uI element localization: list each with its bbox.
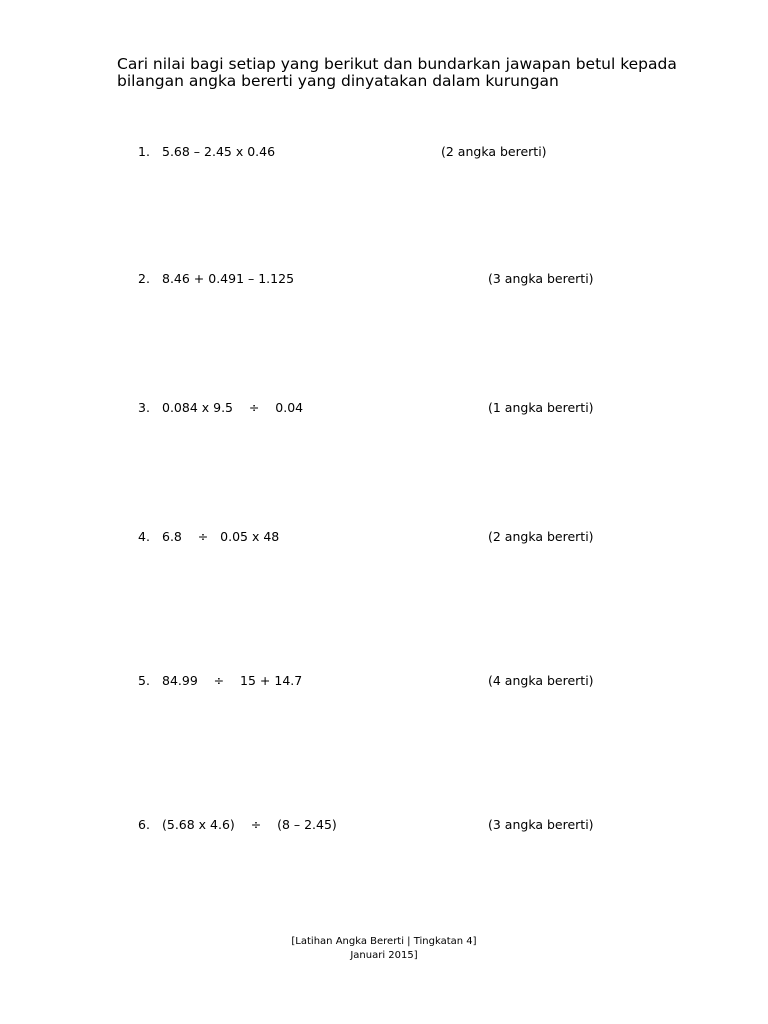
question-expression: 84.99 ÷ 15 + 14.7 [162,673,303,688]
question-3 [0,398,768,418]
question-1 [0,142,768,162]
footer-line-2: Januari 2015] [350,950,418,961]
question-expression: 0.084 x 9.5 ÷ 0.04 [162,400,304,415]
question-sig-figs: (1 angka bererti) [488,400,594,415]
question-number: 4. [138,529,150,544]
instructions: Cari nilai bagi setiap yang berikut dan bundarkan jawapan betul kepada bilangan angka bererti yang dinyatakan dalam kurungan [117,55,677,90]
question-expression: 6.8 ÷ 0.05 x 48 [162,529,280,544]
question-number: 3. [138,400,150,415]
question-4 [0,527,768,547]
question-sig-figs: (2 angka bererti) [441,144,547,159]
question-expression: 8.46 + 0.491 – 1.125 [162,271,295,286]
question-sig-figs: (4 angka bererti) [488,673,594,688]
question-2 [0,269,768,289]
question-number: 5. [138,673,150,688]
question-expression: 5.68 – 2.45 x 0.46 [162,144,276,159]
question-6 [0,815,768,835]
question-number: 1. [138,144,150,159]
question-sig-figs: (3 angka bererti) [488,817,594,832]
question-sig-figs: (2 angka bererti) [488,529,594,544]
question-number: 6. [138,817,150,832]
question-sig-figs: (3 angka bererti) [488,271,594,286]
question-5 [0,671,768,691]
page-footer [234,935,534,963]
question-expression: (5.68 x 4.6) ÷ (8 – 2.45) [162,817,337,832]
footer-line-1: [Latihan Angka Bererti | Tingkatan 4] [291,936,477,947]
question-number: 2. [138,271,150,286]
